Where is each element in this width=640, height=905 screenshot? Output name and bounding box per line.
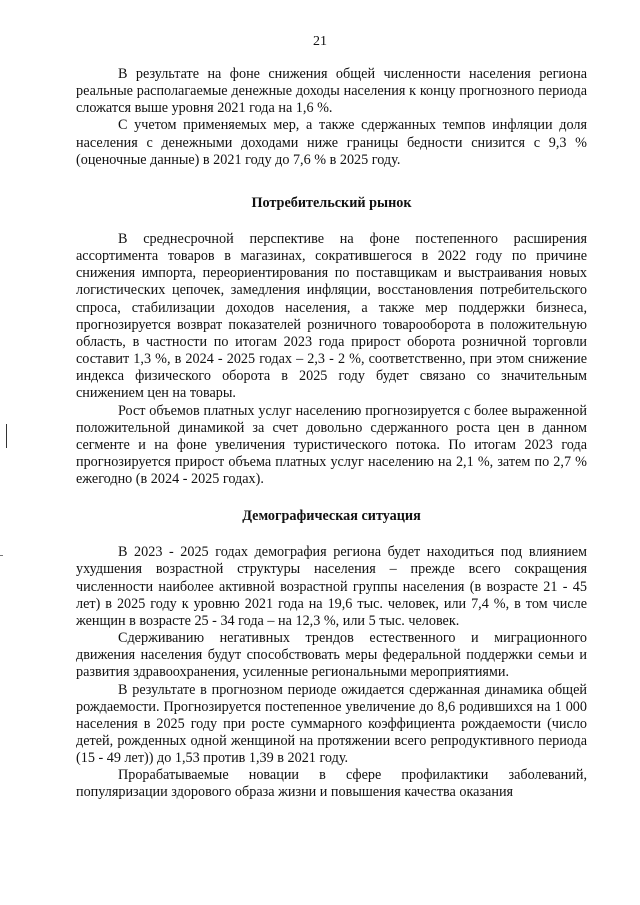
margin-tick bbox=[0, 555, 3, 556]
paragraph: Сдерживанию негативных трендов естественного и миграционного движения населения будут способствовать меры федеральной поддержки семьи и развития здравоохранения, усиленные региональными мероприятиями. bbox=[76, 630, 587, 681]
paragraph: Прорабатываемые новации в сфере профилактики заболеваний, популяризации здорового образа жизни и повышения качества оказания bbox=[76, 767, 587, 801]
section-heading-demography: Демографическая ситуация bbox=[242, 508, 421, 525]
paragraph: В среднесрочной перспективе на фоне постепенного расширения ассортимента товаров в магазинах, сократившегося в 2022 году по причине снижения импорта, переориентирования по поставщикам и выстраивания новых логистических цепочек, замедления инфляции, восстановления потребительского спроса, стабилизации доходов населения, а также мер поддержки бизнеса, прогнозируется возврат показателей розничного товарооборота в положительную область, в частности по итогам 2023 года прирост оборота розничной торговли составит 1,3 %, в 2024 - 2025 годах – 2,3 - 2 %, соответственно, при этом снижение индекса физического оборота в 2025 году будет связано со значительным снижением цен на товары. bbox=[76, 230, 587, 402]
section-heading-consumer-market: Потребительский рынок bbox=[251, 194, 412, 211]
paragraph: В результате в прогнозном периоде ожидается сдержанная динамика общей рождаемости. Прогнозируется постепенное увеличение до 8,6 родившихся на 1 000 населения в 2025 году при росте суммарного коэффициента рождаемости (число детей, рожденных одной женщиной на протяжении всего репродуктивного периода (15 - 49 лет)) до 1,53 против 1,39 в 2021 году. bbox=[76, 681, 587, 767]
margin-mark bbox=[6, 424, 7, 448]
paragraph: В 2023 - 2025 годах демография региона будет находиться под влиянием ухудшения возрастной структуры населения – прежде всего сокращения численности наиболее активной возрастной группы населения (в возрасте 21 - 45 лет) в 2025 году к уровню 2021 года на 19,6 тыс. человек, или 7,4 %, в том числе женщин в возрасте 25 - 34 года – на 12,3 %, или 5 тыс. человек. bbox=[76, 544, 587, 629]
document-body bbox=[76, 66, 587, 802]
paragraph: С учетом применяемых мер, а также сдержанных темпов инфляции доля населения с денежными доходами ниже границы бедности снизится с 9,3 % (оценочные данные) в 2021 году до 7,6 % в 2025 году. bbox=[76, 117, 587, 168]
paragraph: Рост объемов платных услуг населению прогнозируется с более выраженной положительной динамикой за счет довольно сдержанного роста цен в данном сегменте и на фоне увеличения туристического потока. По итогам 2023 года прогнозируется прирост объема платных услуг населению на 2,1 %, затем по 2,7 % ежегодно (в 2024 - 2025 годах). bbox=[76, 402, 587, 488]
paragraph: В результате на фоне снижения общей численности населения региона реальные располагаемые денежные доходы населения к концу прогнозного периода сложатся выше уровня 2021 года на 1,6 %. bbox=[76, 66, 587, 117]
page-number: 21 bbox=[313, 34, 327, 49]
